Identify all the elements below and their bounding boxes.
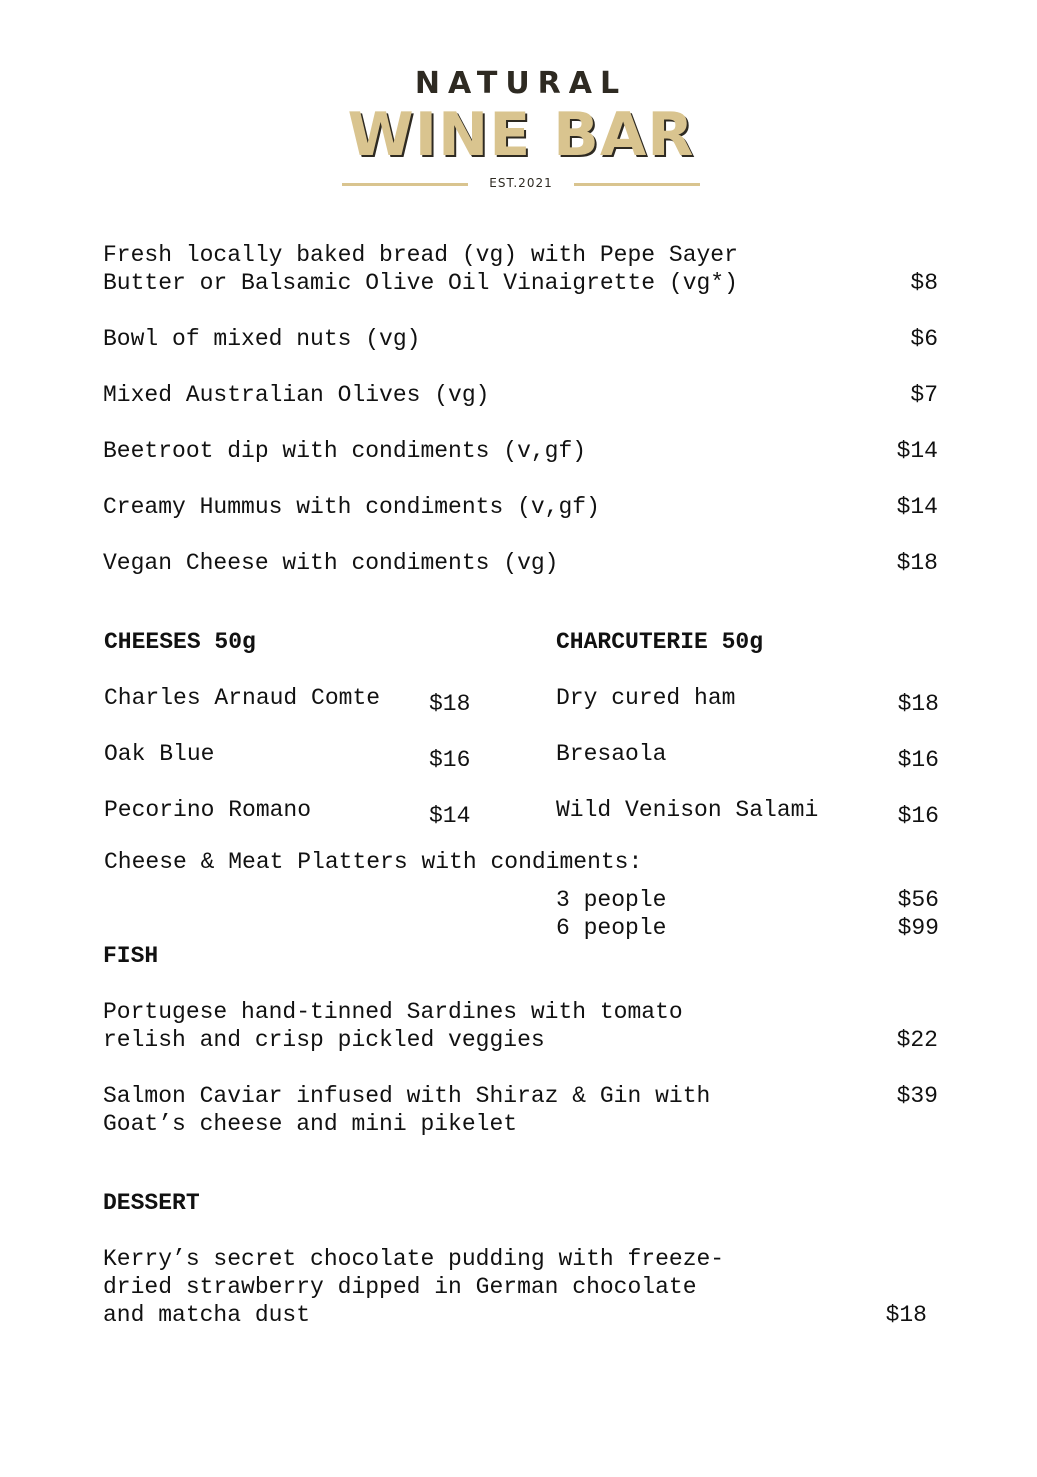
menu-item-olives-price: $7 [910,382,938,408]
charcuterie-item-ham: Dry cured ham [556,685,736,711]
menu-item-olives: Mixed Australian Olives (vg) [103,382,490,408]
charcuterie-item-ham-price: $18 [897,691,939,717]
menu-item-nuts: Bowl of mixed nuts (vg) [103,326,421,352]
cheese-item-comte: Charles Arnaud Comte [104,685,381,711]
fish-item-caviar-price: $39 [896,1083,938,1109]
charcuterie-item-salami-price: $16 [897,803,939,829]
platter-option-6-people: 6 people [556,915,667,941]
menu-item-bread-line1: Fresh locally baked bread (vg) with Pepe Sayer [103,242,738,268]
menu-item-beetroot-dip: Beetroot dip with condiments (v,gf) [103,438,587,464]
logo-est-text: EST.2021 [489,176,553,190]
fish-item-caviar-line2: Goat’s cheese and mini pikelet [103,1111,518,1137]
menu-item-bread-price: $8 [910,270,938,296]
charcuterie-item-bresaola-price: $16 [897,747,939,773]
menu-item-nuts-price: $6 [910,326,938,352]
fish-item-sardines-price: $22 [896,1027,938,1053]
platter-option-3-people: 3 people [556,887,667,913]
menu-item-vegan-cheese: Vegan Cheese with condiments (vg) [103,550,559,576]
section-heading-dessert: DESSERT [103,1190,200,1216]
platter-option-6-people-price: $99 [897,915,939,941]
dessert-item-line3: and matcha dust [103,1302,311,1328]
logo-rule-right [574,183,700,186]
cheese-item-pecorino: Pecorino Romano [104,797,312,823]
logo-rule-left [342,183,468,186]
fish-item-sardines-line1: Portugese hand-tinned Sardines with tomato [103,999,683,1025]
menu-item-hummus: Creamy Hummus with condiments (v,gf) [103,494,600,520]
logo-top-text: NATURAL [414,66,628,101]
cheese-item-comte-price: $18 [429,691,471,717]
platters-title: Cheese & Meat Platters with condiments: [104,849,643,875]
menu-item-vegan-cheese-price: $18 [896,550,938,576]
menu-item-hummus-price: $14 [896,494,938,520]
logo-main-text: WINE BAR [347,100,695,170]
menu-item-bread-line2: Butter or Balsamic Olive Oil Vinaigrette (vg*) [103,270,738,296]
menu-item-beetroot-dip-price: $14 [896,438,938,464]
section-heading-charcuterie: CHARCUTERIE 50g [556,629,764,655]
cheese-item-oak-blue: Oak Blue [104,741,215,767]
charcuterie-item-bresaola: Bresaola [556,741,667,767]
dessert-item-line1: Kerry’s secret chocolate pudding with freeze- [103,1246,725,1272]
section-heading-fish: FISH [103,943,159,969]
dessert-item-line2: dried strawberry dipped in German chocolate [103,1274,697,1300]
fish-item-caviar-line1: Salmon Caviar infused with Shiraz & Gin with [103,1083,711,1109]
section-heading-cheeses: CHEESES 50g [104,629,256,655]
charcuterie-item-salami: Wild Venison Salami [556,797,819,823]
platter-option-3-people-price: $56 [897,887,939,913]
cheese-item-pecorino-price: $14 [429,803,471,829]
fish-item-sardines-line2: relish and crisp pickled veggies [103,1027,545,1053]
cheese-item-oak-blue-price: $16 [429,747,471,773]
natural-wine-bar-logo [340,64,702,194]
dessert-item-price: $18 [885,1302,927,1328]
